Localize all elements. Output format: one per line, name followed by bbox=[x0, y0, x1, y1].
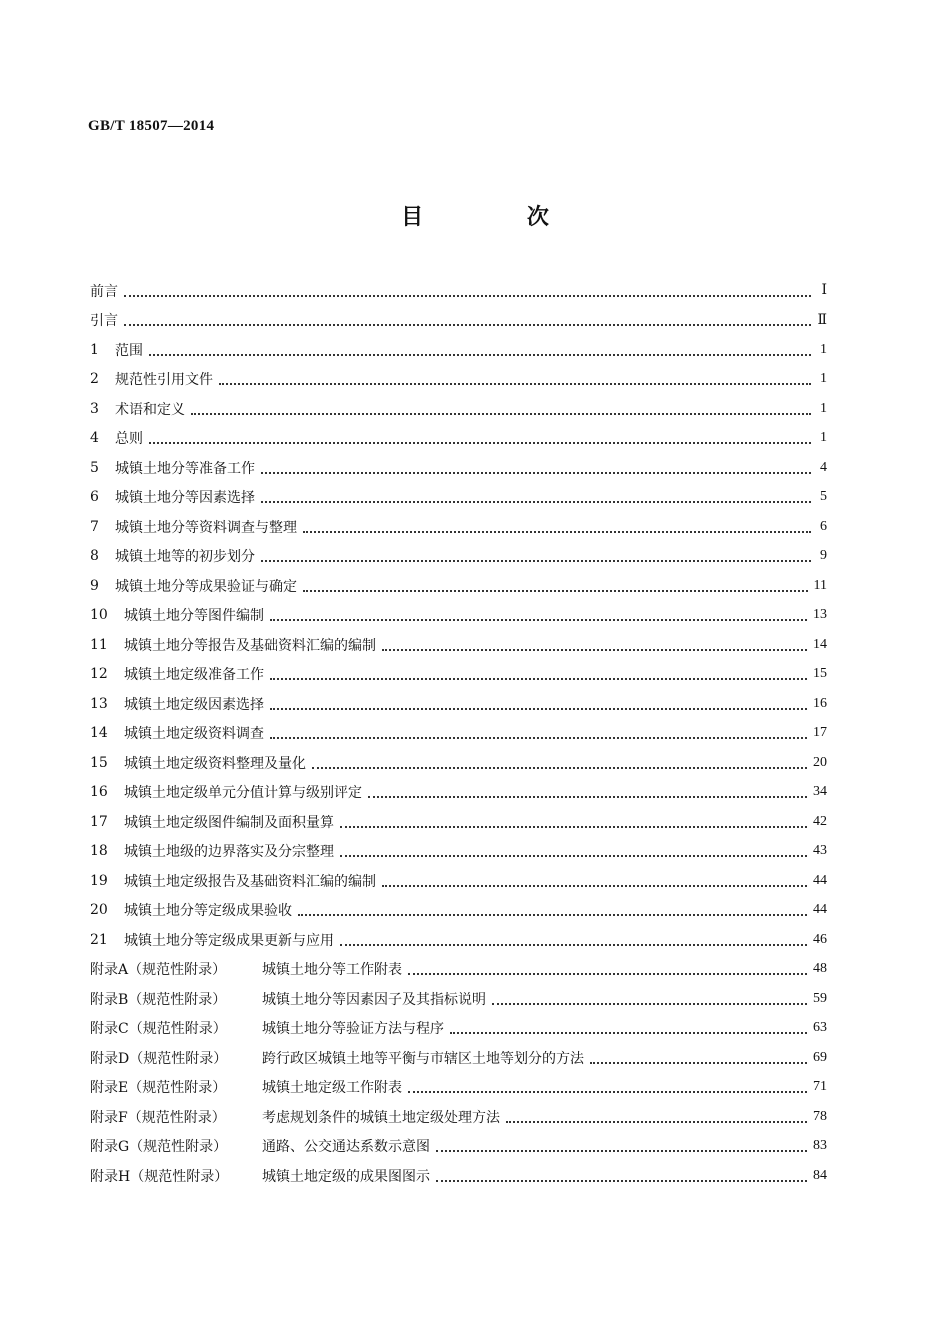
toc-entry[interactable] bbox=[90, 512, 827, 542]
toc-entry[interactable] bbox=[90, 689, 827, 719]
toc-entry-number: 附录C（规范性附录） bbox=[90, 1021, 227, 1038]
toc-entry-page: 44 bbox=[813, 902, 827, 918]
toc-dot-leader bbox=[312, 753, 807, 769]
toc-entry-page: 69 bbox=[813, 1049, 827, 1065]
toc-dot-leader bbox=[270, 723, 807, 739]
toc-entry[interactable] bbox=[90, 1132, 827, 1162]
toc-dot-leader bbox=[340, 930, 807, 946]
toc-dot-leader bbox=[303, 517, 811, 533]
toc-entry-number: 4 bbox=[90, 430, 99, 447]
toc-entry-number: 1 bbox=[90, 341, 99, 358]
toc-entry-label: 城镇土地分等验证方法与程序 bbox=[262, 1021, 444, 1038]
toc-entry[interactable] bbox=[90, 1014, 827, 1044]
toc-entry[interactable] bbox=[90, 837, 827, 867]
toc-entry-page: Ⅱ bbox=[817, 312, 827, 328]
toc-entry-label: 城镇土地分等因素选择 bbox=[115, 490, 255, 507]
toc-dot-leader bbox=[191, 399, 811, 415]
toc-entry-number: 3 bbox=[90, 400, 99, 417]
toc-dot-leader bbox=[149, 340, 811, 356]
toc-dot-leader bbox=[270, 664, 807, 680]
page-title: 目 次 bbox=[401, 204, 597, 230]
toc-entry-number: 19 bbox=[90, 872, 108, 889]
toc-entry-label: 跨行政区城镇土地等平衡与市辖区土地等划分的方法 bbox=[262, 1050, 584, 1067]
toc-dot-leader bbox=[340, 841, 807, 857]
toc-entry[interactable] bbox=[90, 542, 827, 572]
toc-entry-number: 21 bbox=[90, 931, 108, 948]
toc-entry-page: 83 bbox=[813, 1138, 827, 1154]
toc-entry[interactable] bbox=[90, 571, 827, 601]
toc-entry-page: 6 bbox=[820, 518, 827, 534]
toc-entry-page: 1 bbox=[820, 400, 827, 416]
toc-entry-label: 城镇土地定级因素选择 bbox=[124, 696, 264, 713]
toc-entry-page: Ⅰ bbox=[821, 283, 827, 299]
toc-entry[interactable] bbox=[90, 748, 827, 778]
toc-dot-leader bbox=[219, 369, 811, 385]
toc-dot-leader bbox=[261, 487, 811, 503]
toc-entry-label: 城镇土地定级准备工作 bbox=[124, 667, 264, 684]
toc-dot-leader bbox=[492, 989, 807, 1005]
toc-entry-number: 15 bbox=[90, 754, 108, 771]
toc-entry-label: 城镇土地分等资料调查与整理 bbox=[115, 519, 297, 536]
toc-entry[interactable] bbox=[90, 719, 827, 749]
toc-dot-leader bbox=[261, 546, 811, 562]
toc-entry-page: 46 bbox=[813, 931, 827, 947]
toc-dot-leader bbox=[124, 281, 811, 297]
toc-dot-leader bbox=[382, 871, 807, 887]
toc-entry-number: 附录D（规范性附录） bbox=[90, 1050, 228, 1067]
toc-entry-number: 9 bbox=[90, 577, 99, 594]
toc-entry-page: 15 bbox=[813, 666, 827, 682]
toc-entry-page: 9 bbox=[820, 548, 827, 564]
toc-entry[interactable] bbox=[90, 1043, 827, 1073]
toc-entry-label: 城镇土地分等定级成果更新与应用 bbox=[124, 932, 334, 949]
toc-entry-number: 5 bbox=[90, 459, 99, 476]
toc-dot-leader bbox=[270, 694, 807, 710]
toc-dot-leader bbox=[450, 1018, 807, 1034]
toc-entry-number: 20 bbox=[90, 902, 108, 919]
toc-dot-leader bbox=[340, 812, 807, 828]
toc-entry-page: 59 bbox=[813, 990, 827, 1006]
toc-entry[interactable] bbox=[90, 601, 827, 631]
toc-entry-page: 48 bbox=[813, 961, 827, 977]
toc-entry-label: 引言 bbox=[90, 313, 118, 330]
toc-entry[interactable] bbox=[90, 955, 827, 985]
toc-entry[interactable] bbox=[90, 984, 827, 1014]
toc-entry-page: 34 bbox=[813, 784, 827, 800]
toc-entry-number: 附录G（规范性附录） bbox=[90, 1139, 228, 1156]
toc-entry-label: 前言 bbox=[90, 283, 118, 300]
toc-entry[interactable] bbox=[90, 335, 827, 365]
toc-entry-page: 5 bbox=[820, 489, 827, 505]
toc-entry-number: 17 bbox=[90, 813, 108, 830]
toc-entry-label: 城镇土地定级资料整理及量化 bbox=[124, 755, 306, 772]
toc-dot-leader bbox=[408, 1077, 807, 1093]
toc-entry[interactable] bbox=[90, 866, 827, 896]
toc-entry-label: 城镇土地分等定级成果验收 bbox=[124, 903, 292, 920]
toc-entry[interactable] bbox=[90, 807, 827, 837]
toc-entry-page: 17 bbox=[813, 725, 827, 741]
toc-entry[interactable] bbox=[90, 483, 827, 513]
toc-dot-leader bbox=[436, 1166, 807, 1182]
toc-entry-label: 城镇土地分等成果验证与确定 bbox=[115, 578, 297, 595]
toc-entry-page: 44 bbox=[813, 872, 827, 888]
toc-dot-leader bbox=[506, 1107, 807, 1123]
toc-entry-number: 13 bbox=[90, 695, 108, 712]
toc-entry[interactable] bbox=[90, 394, 827, 424]
toc-entry-label: 城镇土地定级报告及基础资料汇编的编制 bbox=[124, 873, 376, 890]
toc-entry-page: 16 bbox=[813, 695, 827, 711]
toc-entry-page: 42 bbox=[813, 813, 827, 829]
toc-entry[interactable] bbox=[90, 365, 827, 395]
toc-entry-page: 63 bbox=[813, 1020, 827, 1036]
toc-entry-number: 附录A（规范性附录） bbox=[90, 962, 227, 979]
toc-entry-page: 78 bbox=[813, 1108, 827, 1124]
toc-entry-number: 11 bbox=[90, 636, 108, 653]
toc-entry-number: 附录H（规范性附录） bbox=[90, 1168, 229, 1185]
toc-entry-label: 城镇土地分等因素因子及其指标说明 bbox=[262, 991, 486, 1008]
toc-entry-label: 考虑规划条件的城镇土地定级处理方法 bbox=[262, 1109, 500, 1126]
toc-dot-leader bbox=[368, 782, 807, 798]
table-of-contents bbox=[90, 276, 827, 1191]
toc-entry-page: 1 bbox=[820, 430, 827, 446]
toc-entry-number: 2 bbox=[90, 371, 99, 388]
toc-entry-label: 城镇土地定级单元分值计算与级别评定 bbox=[124, 785, 362, 802]
toc-entry-number: 8 bbox=[90, 548, 99, 565]
toc-entry-label: 城镇土地分等工作附表 bbox=[262, 962, 402, 979]
toc-entry-number: 10 bbox=[90, 607, 108, 624]
toc-entry-page: 71 bbox=[813, 1079, 827, 1095]
toc-entry-page: 84 bbox=[813, 1167, 827, 1183]
toc-dot-leader bbox=[408, 959, 807, 975]
toc-entry-label: 术语和定义 bbox=[115, 401, 185, 418]
toc-entry[interactable] bbox=[90, 925, 827, 955]
toc-dot-leader bbox=[382, 635, 807, 651]
toc-dot-leader bbox=[298, 900, 807, 916]
toc-entry-label: 城镇土地定级资料调查 bbox=[124, 726, 264, 743]
toc-dot-leader bbox=[436, 1136, 807, 1152]
toc-dot-leader bbox=[261, 458, 811, 474]
toc-entry[interactable] bbox=[90, 630, 827, 660]
standard-code: GB/T 18507—2014 bbox=[88, 118, 215, 134]
toc-entry[interactable] bbox=[90, 276, 827, 306]
toc-entry[interactable] bbox=[90, 1161, 827, 1191]
toc-entry-label: 城镇土地定级的成果图图示 bbox=[262, 1168, 430, 1185]
toc-entry-label: 范围 bbox=[115, 342, 143, 359]
toc-entry-page: 1 bbox=[820, 341, 827, 357]
toc-entry-number: 附录B（规范性附录） bbox=[90, 991, 227, 1008]
toc-entry-label: 城镇土地定级工作附表 bbox=[262, 1080, 402, 1097]
toc-entry-page: 1 bbox=[820, 371, 827, 387]
toc-entry-number: 18 bbox=[90, 843, 108, 860]
toc-entry-label: 城镇土地分等报告及基础资料汇编的编制 bbox=[124, 637, 376, 654]
toc-entry-label: 城镇土地分等准备工作 bbox=[115, 460, 255, 477]
toc-entry[interactable] bbox=[90, 424, 827, 454]
toc-entry-label: 规范性引用文件 bbox=[115, 372, 213, 389]
toc-entry[interactable] bbox=[90, 453, 827, 483]
toc-entry-number: 附录E（规范性附录） bbox=[90, 1080, 227, 1097]
toc-entry-label: 城镇土地分等图件编制 bbox=[124, 608, 264, 625]
toc-entry[interactable] bbox=[90, 896, 827, 926]
toc-entry-number: 12 bbox=[90, 666, 108, 683]
toc-entry-label: 城镇土地等的初步划分 bbox=[115, 549, 255, 566]
toc-entry-label: 通路、公交通达系数示意图 bbox=[262, 1139, 430, 1156]
toc-entry-label: 总则 bbox=[115, 431, 143, 448]
toc-entry-number: 附录F（规范性附录） bbox=[90, 1109, 226, 1126]
toc-entry-number: 7 bbox=[90, 518, 99, 535]
toc-entry[interactable] bbox=[90, 306, 827, 336]
toc-entry-number: 16 bbox=[90, 784, 108, 801]
toc-entry[interactable] bbox=[90, 660, 827, 690]
toc-entry-page: 13 bbox=[813, 607, 827, 623]
toc-entry-page: 14 bbox=[813, 636, 827, 652]
toc-entry-page: 20 bbox=[813, 754, 827, 770]
toc-entry-page: 4 bbox=[820, 459, 827, 475]
toc-entry-label: 城镇土地定级图件编制及面积量算 bbox=[124, 814, 334, 831]
toc-dot-leader bbox=[149, 428, 811, 444]
toc-entry-number: 14 bbox=[90, 725, 108, 742]
toc-entry[interactable] bbox=[90, 1102, 827, 1132]
toc-entry-label: 城镇土地级的边界落实及分宗整理 bbox=[124, 844, 334, 861]
toc-entry-page: 11 bbox=[813, 577, 827, 593]
toc-dot-leader bbox=[590, 1048, 807, 1064]
toc-dot-leader bbox=[303, 576, 808, 592]
toc-entry[interactable] bbox=[90, 778, 827, 808]
toc-entry-number: 6 bbox=[90, 489, 99, 506]
toc-dot-leader bbox=[124, 310, 811, 326]
toc-dot-leader bbox=[270, 605, 807, 621]
toc-entry[interactable] bbox=[90, 1073, 827, 1103]
toc-entry-page: 43 bbox=[813, 843, 827, 859]
